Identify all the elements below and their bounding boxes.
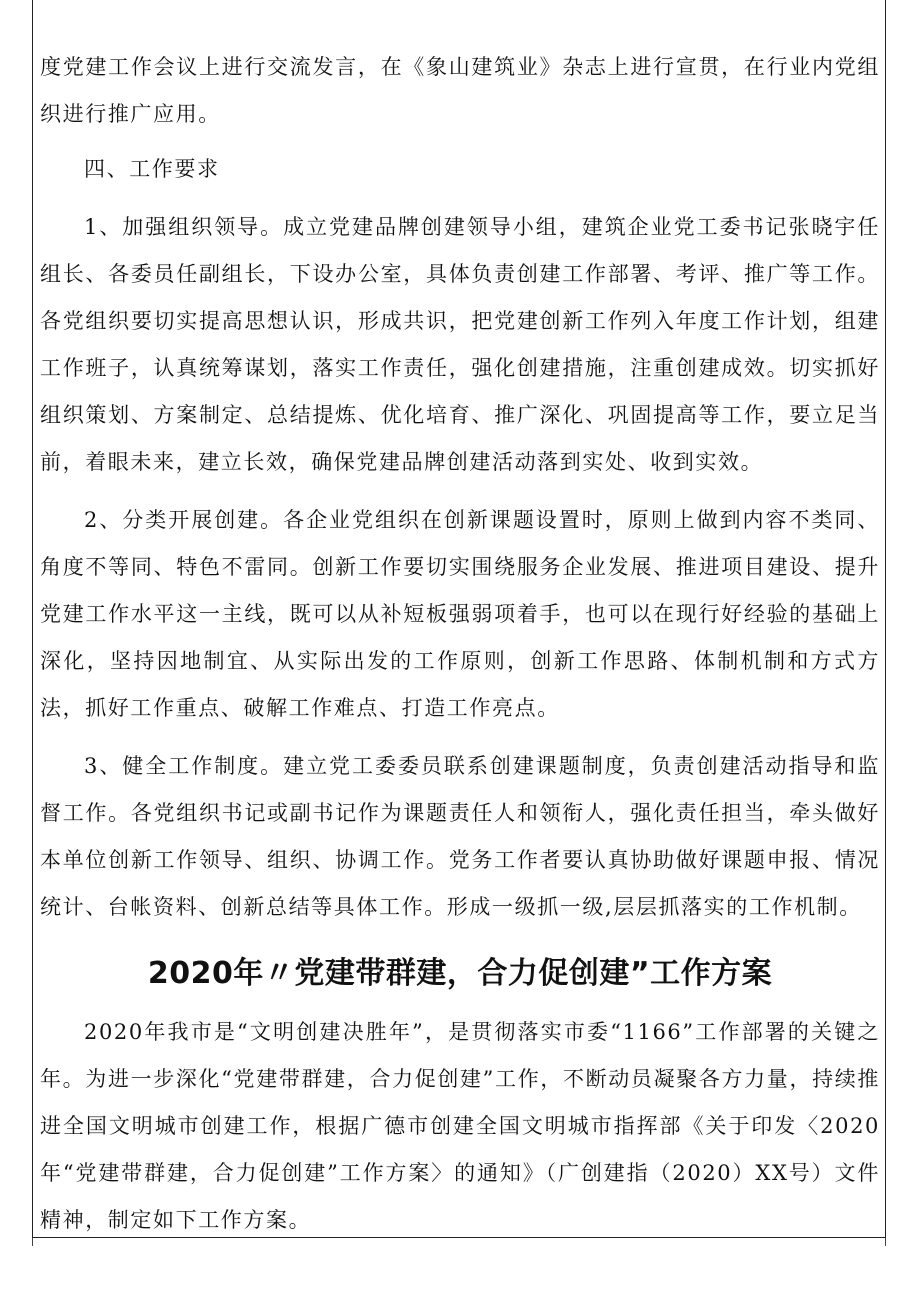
section-heading-work-requirements: 四、工作要求 <box>84 157 220 181</box>
requirement-paragraph: 1、加强组织领导。成立党建品牌创建领导小组，建筑企业党工委书记张晓宇任组长、各委员任副组长，下设办公室，具体负责创建工作部署、考评、推广等工作。各党组织要切实提高思想认识，形成共识，把党建创新工作列入年度工作计划，组建工作班子，认真统筹谋划，落实工作责任，强化创建措施，注重创建成效。切实抓好组织策划、方案制定、总结提炼、优化培育、推广深化、巩固提高等工作，要立足当前，着眼未来，建立长效，确保党建品牌创建活动落到实处、收到实效。 <box>40 215 880 474</box>
requirement-paragraph: 2、分类开展创建。各企业党组织在创新课题设置时，原则上做到内容不类同、角度不等同、特色不雷同。创新工作要切实围绕服务企业发展、推进项目建设、提升党建工作水平这一主线，既可以从补短板强弱项着手，也可以在现行好经验的基础上深化，坚持因地制宜、从实际出发的工作原则，创新工作思路、体制机制和方式方法，抓好工作重点、破解工作难点、打造工作亮点。 <box>40 508 880 720</box>
plan-title: 2020年〃党建带群建，合力促创建”工作方案 <box>147 956 773 991</box>
continuation-paragraph: 度党建工作会议上进行交流发言，在《象山建筑业》杂志上进行宣贯，在行业内党组织进行推广应用。 <box>40 55 880 126</box>
document-body <box>40 44 880 1244</box>
requirement-paragraph: 3、健全工作制度。建立党工委委员联系创建课题制度，负责创建活动指导和监督工作。各党组织书记或副书记作为课题责任人和领衔人，强化责任担当，牵头做好本单位创新工作领导、组织、协调工作。党务工作者要认真协助做好课题申报、情况统计、台帐资料、创新总结等具体工作。形成一级抓一级,层层抓落实的工作机制。 <box>40 754 880 919</box>
plan-intro-paragraph: 2020年我市是“文明创建决胜年”，是贯彻落实市委“1166”工作部署的关键之年。为进一步深化“党建带群建，合力促创建”工作，不断动员凝聚各方力量，持续推进全国文明城市创建工作，根据广德市创建全国文明城市指挥部《关于印发〈2020年“党建带群建，合力促创建”工作方案〉的通知》（广创建指（2020）XX号）文件精神，制定如下工作方案。 <box>40 1020 880 1232</box>
